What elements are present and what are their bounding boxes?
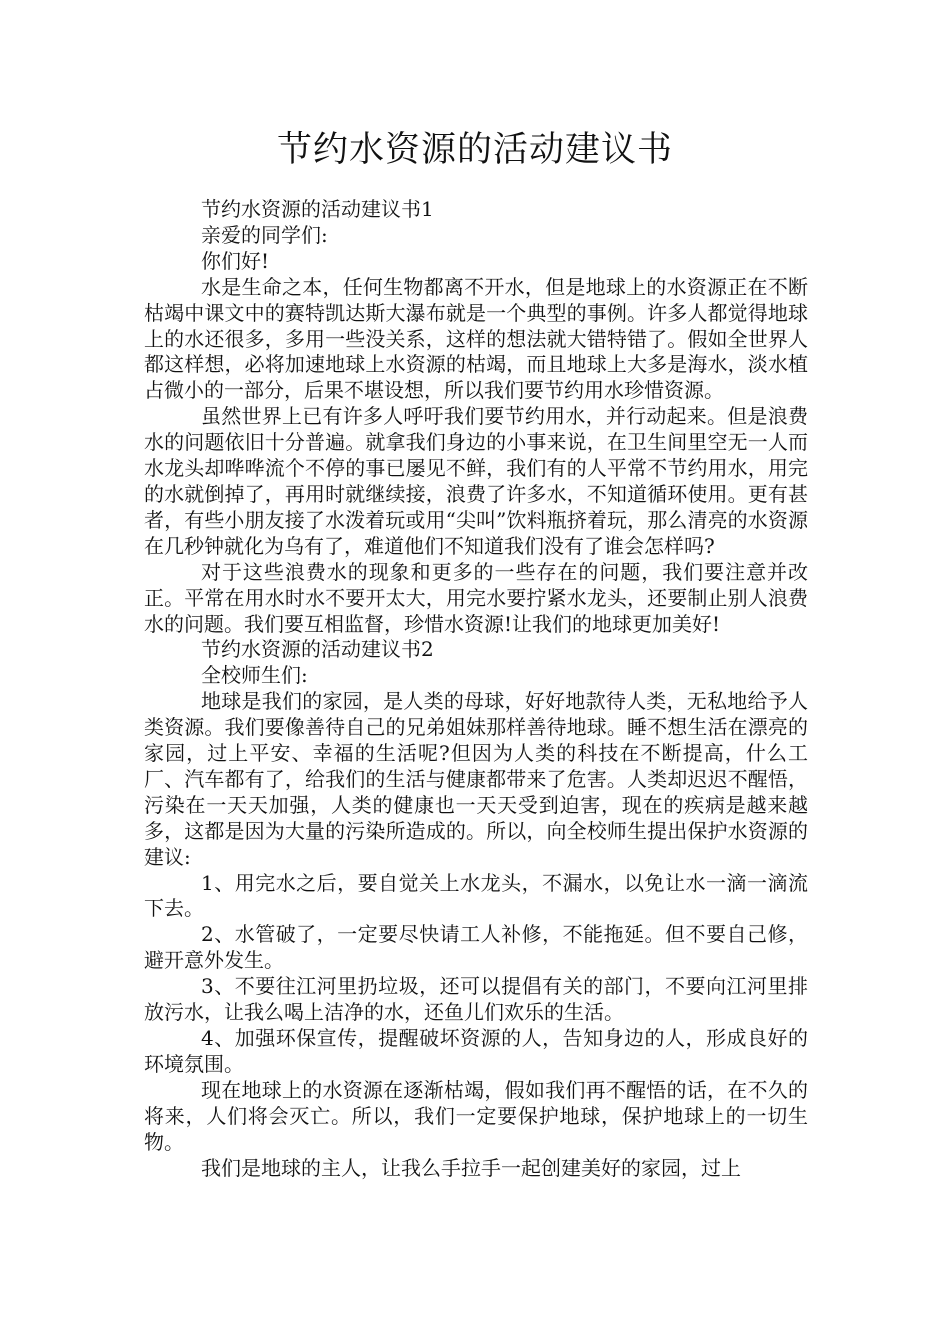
paragraph: 4、加强环保宣传，提醒破坏资源的人，告知身边的人，形成良好的环境氛围。 <box>144 1026 808 1076</box>
paragraph: 亲爱的同学们: <box>201 222 328 247</box>
paragraph: 虽然世界上已有许多人呼吁我们要节约用水，并行动起来。但是浪费水的问题依旧十分普遍。就拿我们身边的小事来说，在卫生间里空无一人而水龙头却哗哗流个不停的事已屡见不鲜，我们有的人平常不节约用水，用完的水就倒掉了，再用时就继续接，浪费了许多水，不知道循环使用。更有甚者，有些小朋友接了水泼着玩或用“尖叫”饮料瓶挤着玩，那么清亮的水资源在几秒钟就化为乌有了，难道他们不知道我们没有了谁会怎样吗? <box>144 404 808 558</box>
paragraph: 对于这些浪费水的现象和更多的一些存在的问题，我们要注意并改正。平常在用水时水不要开太大，用完水要拧紧水龙头，还要制止别人浪费水的问题。我们要互相监督，珍惜水资源!让我们的地球更加美好! <box>144 559 808 636</box>
paragraph: 你们好! <box>201 248 270 273</box>
paragraph: 1、用完水之后，要自觉关上水龙头，不漏水，以免让水一滴一滴流下去。 <box>144 870 808 921</box>
document-title: 节约水资源的活动建议书 <box>276 130 673 170</box>
paragraph: 我们是地球的主人，让我么手拉手一起创建美好的家园，过上 <box>201 1155 741 1180</box>
paragraph: 全校师生们: <box>201 663 308 688</box>
paragraph: 地球是我们的家园，是人类的母球，好好地款待人类，无私地给予人类资源。我们要像善待自己的兄弟姐妹那样善待地球。睡不想生活在漂亮的家园，过上平安、幸福的生活呢?但因为人类的科技在不断提高，什么工厂、汽车都有了，给我们的生活与健康都带来了危害。人类却迟迟不醒悟，污染在一天天加强，人类的健康也一天天受到迫害，现在的疾病是越来越多，这都是因为大量的污染所造成的。所以，向全校师生提出保护水资源的建议: <box>144 689 808 869</box>
paragraph: 节约水资源的活动建议书1 <box>201 197 434 221</box>
paragraph: 3、不要往江河里扔垃圾，还可以提倡有关的部门，不要向江河里排放污水，让我么喝上洁净的水，还鱼儿们欢乐的生活。 <box>144 974 808 1025</box>
paragraph: 节约水资源的活动建议书2 <box>201 637 434 662</box>
document-body <box>144 197 808 1181</box>
paragraph: 水是生命之本，任何生物都离不开水，但是地球上的水资源正在不断枯竭中课文中的赛特凯达斯大瀑布就是一个典型的事例。许多人都觉得地球上的水还很多，多用一些没关系，这样的想法就大错特错了。假如全世界人都这样想，必将加速地球上水资源的枯竭，而且地球上大多是海水，淡水植占微小的一部分，后果不堪设想，所以我们要节约用水珍惜资源。 <box>144 274 808 403</box>
paragraph: 现在地球上的水资源在逐渐枯竭，假如我们再不醒悟的话，在不久的将来，人们将会灭亡。所以，我们一定要保护地球，保护地球上的一切生物。 <box>144 1077 808 1154</box>
paragraph: 2、水管破了，一定要尽快请工人补修，不能拖延。但不要自己修，避开意外发生。 <box>144 922 808 973</box>
